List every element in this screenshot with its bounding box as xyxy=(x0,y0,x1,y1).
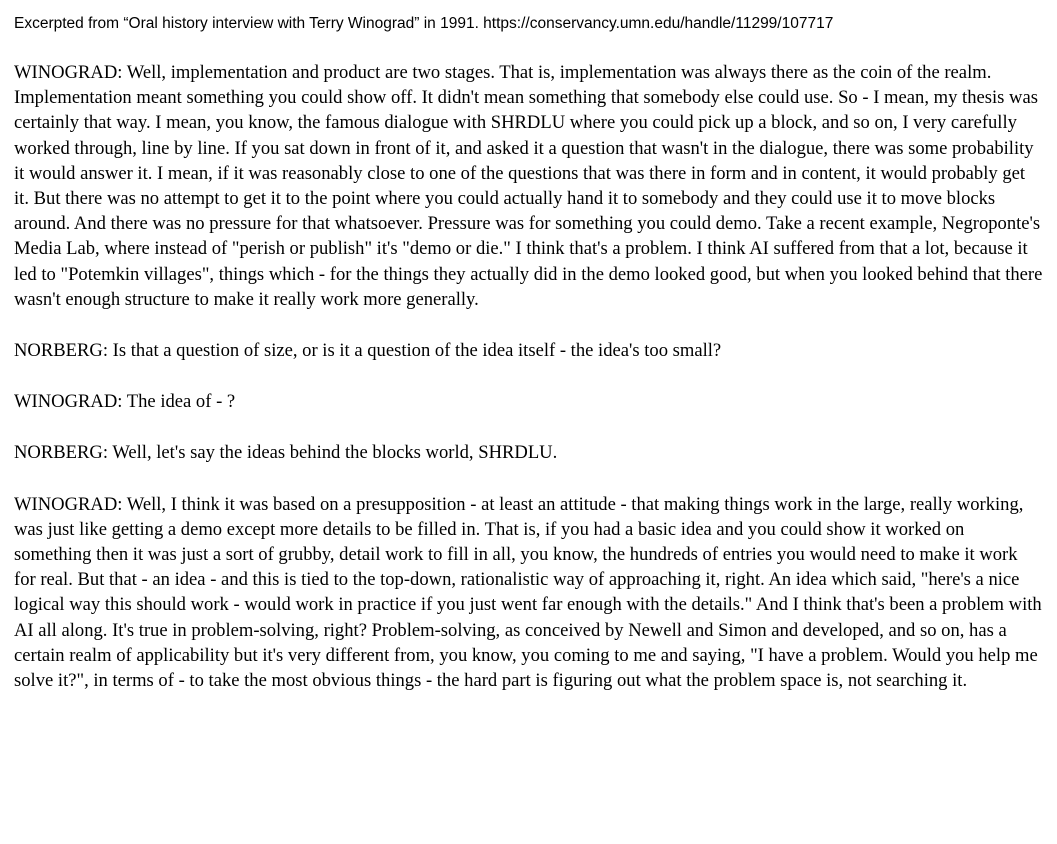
transcript-paragraph-winograd-1: WINOGRAD: Well, implementation and product are two stages. That is, implementation was always there as the coin of the realm. Implementation meant something you could show off. It didn't mean something that somebody else could use. So - I mean, my thesis was certainly that way. I mean, you know, the famous dialogue with SHRDLU where you could pick up a block, and so on, I very carefully worked through, line by line. If you sat down in front of it, and asked it a question that wasn't in the dialogue, there was some probability it would answer it. I mean, if it was reasonably close to one of the questions that was there in form and in content, it would probably get it. But there was no attempt to get it to the point where you could actually hand it to somebody and they could use it to move blocks around. And there was no pressure for that whatsoever. Pressure was for something you could demo. Take a recent example, Negroponte's Media Lab, where instead of "perish or publish" it's "demo or die." I think that's a problem. I think AI suffered from that a lot, because it led to "Potemkin villages", things which - for the things they actually did in the demo looked good, but when you looked behind that there wasn't enough structure to make it really work more generally. xyxy=(14,62,1043,310)
source-citation: Excerpted from “Oral history interview with Terry Winograd” in 1991. https://conservancy.umn.edu/handle/11299/107717 xyxy=(14,15,834,32)
transcript-paragraph-winograd-3: WINOGRAD: Well, I think it was based on a presupposition - at least an attitude - that making things work in the large, really working, was just like getting a demo except more details to be filled in. That is, if you had a basic idea and you could show it worked on something then it was just a sort of grubby, detail work to fill in all, you know, the hundreds of entries you would need to make it work for real. But that - an idea - and this is tied to the top-down, rationalistic way of approaching it, right. An idea which said, "here's a nice logical way this should work - would work in practice if you just went far enough with the details." And I think that's been a problem with AI all along. It's true in problem-solving, right? Problem-solving, as conceived by Newell and Simon and developed, and so on, has a certain realm of applicability but it's very different from, you know, you coming to me and saying, "I have a problem. Would you help me solve it?", in terms of - to take the most obvious things - the hard part is figuring out what the problem space is, not searching it. xyxy=(14,493,1042,692)
transcript-paragraph-norberg-1: NORBERG: Is that a question of size, or is it a question of the idea itself - the idea's too small? xyxy=(14,340,722,362)
interview-transcript xyxy=(14,60,1043,693)
transcript-paragraph-norberg-2: NORBERG: Well, let's say the ideas behind the blocks world, SHRDLU. xyxy=(14,442,558,464)
transcript-paragraph-winograd-2: WINOGRAD: The idea of - ? xyxy=(14,391,236,413)
